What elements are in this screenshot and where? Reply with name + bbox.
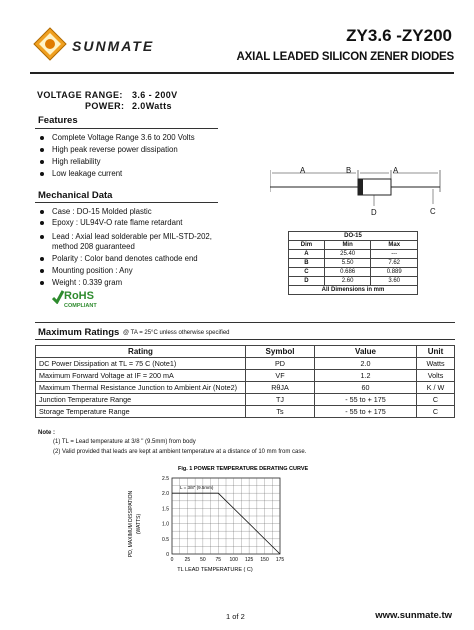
table-cell: - 55 to + 175: [315, 394, 417, 406]
package-outline-drawing: [270, 162, 450, 222]
website-url: www.sunmate.tw: [375, 610, 452, 621]
dim-label-d: D: [371, 208, 377, 217]
ratings-divider: [35, 339, 455, 340]
y-tick-label: 1.5: [162, 506, 169, 513]
table-cell: C: [417, 406, 455, 418]
y-axis-label: PD, MAXIMUM DISSIPATION: [128, 490, 134, 558]
mechanical-divider: [35, 202, 218, 203]
voltage-range-value: 3.6 - 200V: [132, 90, 178, 100]
table-cell: D: [289, 277, 325, 286]
mechanical-item: Mounting position : Any: [40, 266, 133, 276]
table-cell: DC Power Dissipation at TL = 75 C (Note1): [36, 358, 246, 370]
chart-annotation: L = 3/8" (9.5mm): [180, 485, 214, 490]
table-cell: Volts: [417, 370, 455, 382]
dim-label-c: C: [430, 207, 436, 216]
table-row: [36, 406, 455, 418]
table-cell: 60: [315, 382, 417, 394]
table-cell: 2.60: [324, 277, 371, 286]
table-row: [36, 370, 455, 382]
x-tick-label: 125: [244, 557, 254, 563]
mechanical-item-continuation: method 208 guaranteed: [52, 242, 135, 251]
page-number: 1 of 2: [226, 612, 245, 621]
table-row: [36, 394, 455, 406]
power-label: POWER:: [85, 101, 125, 111]
table-cell: 1.2: [315, 370, 417, 382]
mechanical-title: Mechanical Data: [38, 190, 113, 201]
notes-title: Note :: [38, 430, 55, 436]
mechanical-item: Case : DO-15 Molded plastic: [40, 207, 152, 217]
feature-item: High reliability: [40, 157, 101, 167]
y-tick-label: 0.5: [162, 536, 169, 543]
power-value: 2.0Watts: [132, 101, 172, 111]
rohs-compliant-text: COMPLIANT: [64, 303, 97, 309]
table-cell: PD: [246, 358, 315, 370]
dim-label-b: B: [346, 166, 352, 175]
table-row: [289, 277, 418, 286]
table-cell: 7.62: [371, 259, 418, 268]
note-item: (2) Valid provided that leads are kept at ambient temperature at a distance of 10 mm from case.: [53, 449, 307, 455]
feature-item: Low leakage current: [40, 169, 122, 179]
rohs-logo-text: RoHS: [64, 290, 94, 302]
column-header: Value: [315, 346, 417, 358]
x-tick-label: 175: [275, 557, 285, 563]
logo-icon: [33, 27, 67, 61]
feature-item: High peak reverse power dissipation: [40, 145, 178, 155]
table-cell: VF: [246, 370, 315, 382]
page-title: ZY3.6 -ZY200: [346, 26, 452, 45]
rohs-check-icon: [52, 290, 64, 304]
feature-item: Complete Voltage Range 3.6 to 200 Volts: [40, 133, 195, 143]
table-row: [289, 268, 418, 277]
table-cell: - 55 to + 175: [315, 406, 417, 418]
y-tick-label: 1.0: [162, 521, 169, 528]
table-cell: B: [289, 259, 325, 268]
logo-text: SUNMATE: [72, 38, 155, 54]
page-subtitle: AXIAL LEADED SILICON ZENER DIODES: [236, 51, 454, 63]
column-header: Min: [324, 241, 371, 250]
table-cell: ---: [371, 250, 418, 259]
table-cell: C: [289, 268, 325, 277]
table-cell: Maximum Thermal Resistance Junction to Ambient Air (Note2): [36, 382, 246, 394]
header-divider: [30, 72, 454, 74]
ratings-top-divider: [35, 322, 455, 323]
mechanical-item: Lead : Axial lead solderable per MIL-STD-202,: [40, 232, 212, 242]
ratings-title: Maximum Ratings: [38, 327, 120, 338]
voltage-range-label: VOLTAGE RANGE:: [37, 90, 123, 100]
table-cell: 3.60: [371, 277, 418, 286]
mechanical-item: Polarity : Color band denotes cathode end: [40, 254, 198, 264]
table-cell: 0.889: [371, 268, 418, 277]
x-tick-label: 100: [229, 557, 238, 563]
column-header: Max: [371, 241, 418, 250]
table-cell: Junction Temperature Range: [36, 394, 246, 406]
x-tick-label: 150: [260, 557, 269, 563]
table-cell: 0.686: [324, 268, 371, 277]
table-cell: Storage Temperature Range: [36, 406, 246, 418]
table-row: [289, 250, 418, 259]
features-title: Features: [38, 115, 78, 126]
x-tick-label: 75: [215, 557, 222, 563]
table-cell: Ts: [246, 406, 315, 418]
note-item: (1) TL = Lead temperature at 3/8 " (9.5mm) from body: [53, 439, 196, 445]
column-header: Rating: [36, 346, 246, 358]
table-cell: 25.40: [324, 250, 371, 259]
table-row: [36, 358, 455, 370]
column-header: Symbol: [246, 346, 315, 358]
dim-label-a: A: [300, 166, 306, 175]
table-cell: K / W: [417, 382, 455, 394]
table-cell: C: [417, 394, 455, 406]
derating-chart: [120, 462, 350, 580]
y-tick-label: 2.5: [162, 476, 169, 482]
table-row: [36, 382, 455, 394]
mechanical-item: Epoxy : UL94V-O rate flame retardant: [40, 218, 182, 228]
y-axis-label-unit: (WATTS): [136, 513, 142, 535]
table-cell: 5.50: [324, 259, 371, 268]
dimension-table-title: DO-15: [289, 232, 418, 241]
table-cell: Maximum Forward Voltage at IF = 200 mA: [36, 370, 246, 382]
table-cell: Watts: [417, 358, 455, 370]
column-header: Dim: [289, 241, 325, 250]
table-cell: 2.0: [315, 358, 417, 370]
dim-label-a: A: [393, 166, 399, 175]
column-header: Unit: [417, 346, 455, 358]
x-tick-label: 50: [200, 557, 206, 563]
features-divider: [35, 128, 218, 129]
mechanical-item: Weight : 0.339 gram: [40, 278, 122, 288]
y-tick-label: 2.0: [162, 491, 169, 498]
ratings-table: [35, 345, 455, 418]
dimension-table-footer: All Dimensions in mm: [289, 286, 418, 295]
x-tick-label: 0: [170, 557, 174, 563]
table-cell: TJ: [246, 394, 315, 406]
table-row: [289, 259, 418, 268]
ratings-condition: @ TA = 25°C unless otherwise specified: [123, 330, 230, 336]
dimension-table: [288, 231, 418, 295]
table-cell: A: [289, 250, 325, 259]
chart-title: Fig. 1 POWER TEMPERATURE DERATING CURVE: [178, 466, 309, 472]
x-axis-label: TL LEAD TEMPERATURE ( C): [177, 567, 253, 573]
y-tick-label: 0: [166, 552, 169, 558]
x-tick-label: 25: [184, 557, 191, 563]
table-cell: RθJA: [246, 382, 315, 394]
